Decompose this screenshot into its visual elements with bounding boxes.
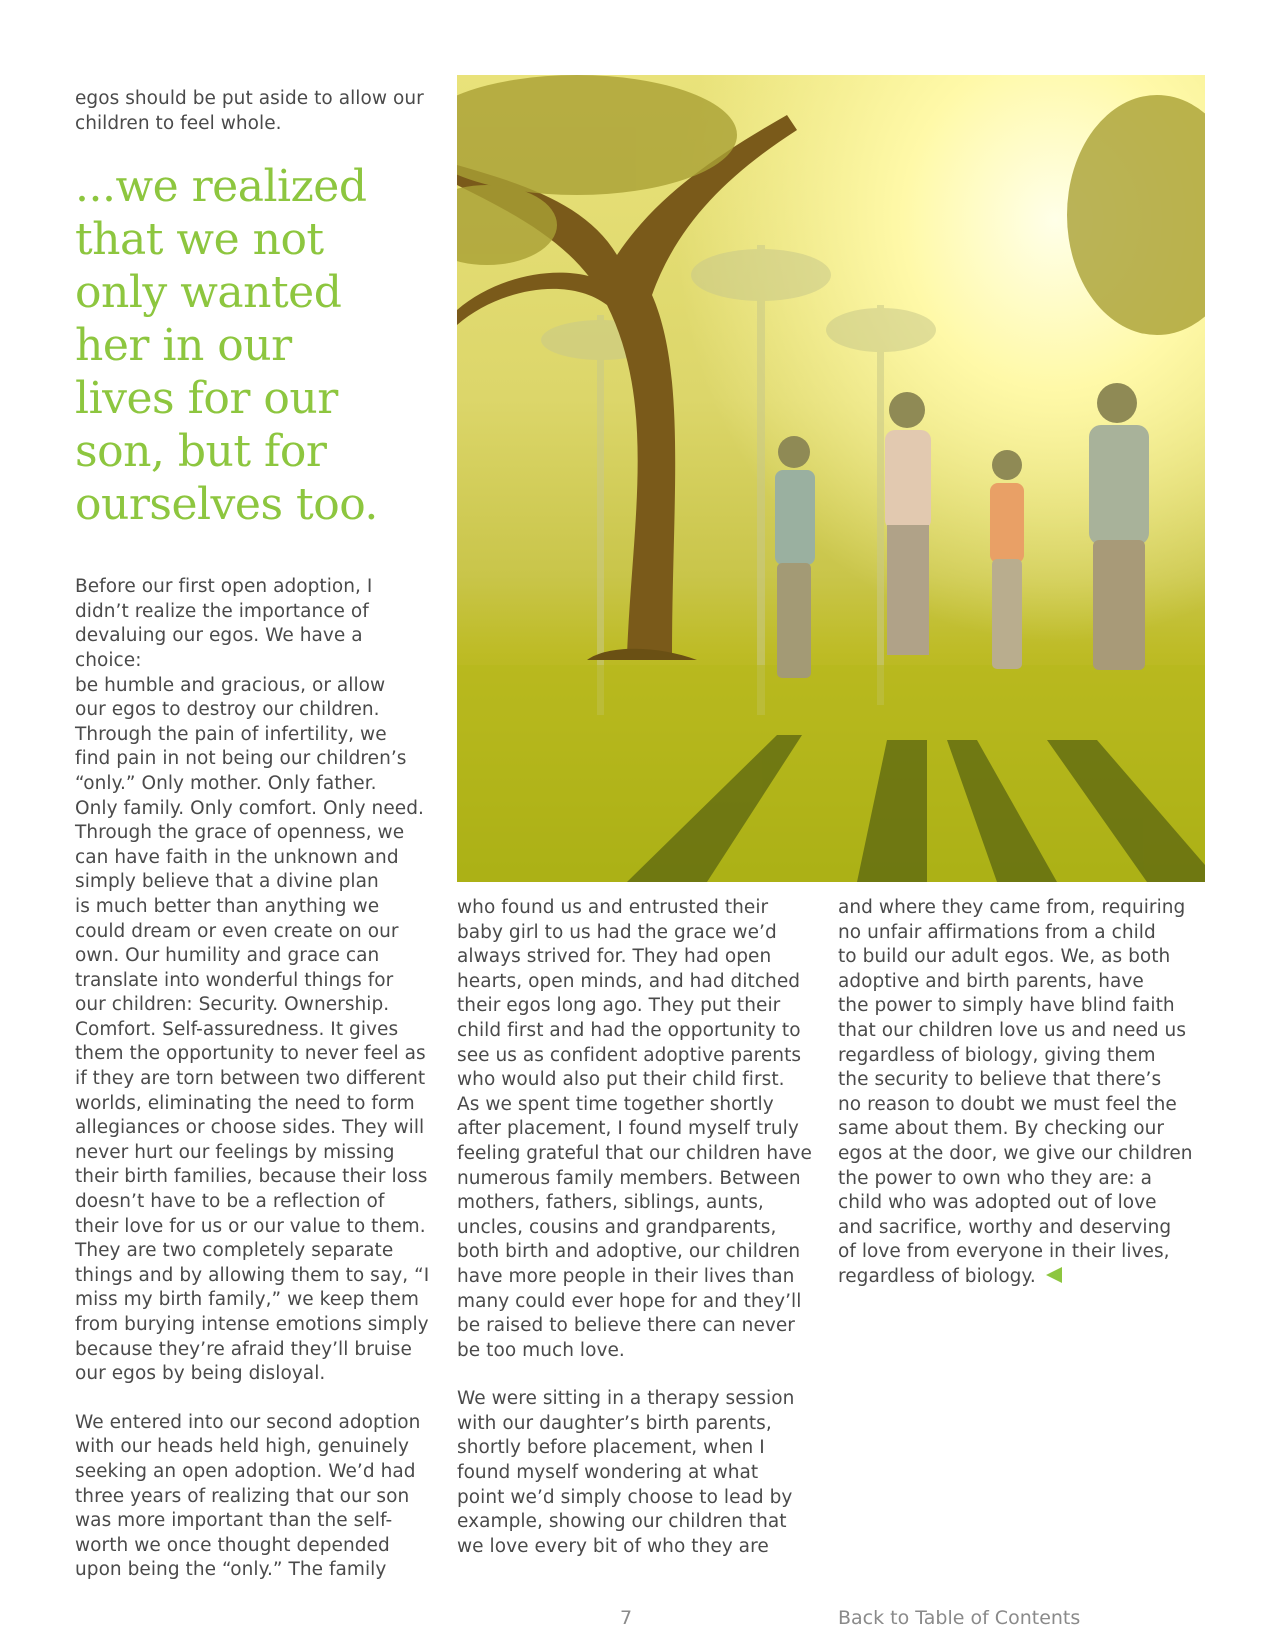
end-mark-icon <box>1046 1267 1062 1283</box>
closing-text: and where they came from, requiring no unfair affirmations from a child to build our adult egos. We, as both adoptive and birth parents, have the power to simply have blind faith that our children love us and need us regardless of biology, giving them the security to believe that there’s no reason to doubt we must feel the same about them. By checking our egos at the door, we give our children the power to own who they are: a child who was adopted out of love and sacrifice, worthy and deserving of love from everyone in their lives, regardless of biology. <box>838 897 1193 1287</box>
column-2 <box>457 896 817 1559</box>
column-1 <box>75 87 435 1583</box>
page-number: 7 <box>620 1607 633 1629</box>
family-walking-photo <box>457 75 1205 882</box>
body-paragraph <box>838 896 1208 1290</box>
back-to-toc-link[interactable]: Back to Table of Contents <box>838 1607 1081 1629</box>
body-paragraph: Before our first open adoption, I didn’t realize the importance of devaluing our egos. We have a choice: be humble and gracious, or allow our egos to destroy our children. Through the pain of infertility, we find pain in not being our children’s “only.” Only mother. Only father. Only family. Only comfort. Only need. Through the grace of openness, we can have faith in the unknown and simply believe that a divine plan is much better than anything we could dream or even create on our own. Our humility and grace can translate into wonderful things for our children: Security. Ownership. Comfort. Self-assuredness. It gives them the opportunity to never feel as if they are torn between two different worlds, eliminating the need to form allegiances or choose sides. They will never hurt our feelings by missing their birth families, because their loss doesn’t have to be a reflection of their love for us or our value to them. They are two completely separate things and by allowing them to say, “I miss my birth family,” we keep them from burying intense emotions simply because they’re afraid they’ll bruise our egos by being disloyal. <box>75 576 430 1385</box>
body-paragraph: who found us and entrusted their baby girl to us had the grace we’d always strived for. They had open hearts, open minds, and had ditched their egos long ago. They put their child first and had the opportunity to see us as confident adoptive parents who would also put their child first. As we spent time together shortly after placement, I found myself truly feeling grateful that our children have numerous family members. Between mothers, fathers, siblings, aunts, uncles, cousins and grandparents, both birth and adoptive, our children have more people in their lives than many could ever hope for and they’ll be raised to believe there can never be too much love. <box>457 897 812 1361</box>
pull-quote: ...we realized that we not only wanted her in our lives for our son, but for ourselves too. <box>75 161 378 531</box>
intro-paragraph: egos should be put aside to allow our children to feel whole. <box>75 88 424 134</box>
body-paragraph: We entered into our second adoption with our heads held high, genuinely seeking an open adoption. We’d had three years of realizing that our son was more important than the self- worth we once thought depended upon being the “only.” The family <box>75 1411 421 1581</box>
column-3 <box>838 896 1208 1290</box>
body-paragraph: We were sitting in a therapy session with our daughter’s birth parents, shortly before placement, when I found myself wondering at what point we’d simply choose to lead by example, showing our children that we love every bit of who they are <box>457 1388 795 1557</box>
family-silhouette-illustration <box>457 75 1205 882</box>
